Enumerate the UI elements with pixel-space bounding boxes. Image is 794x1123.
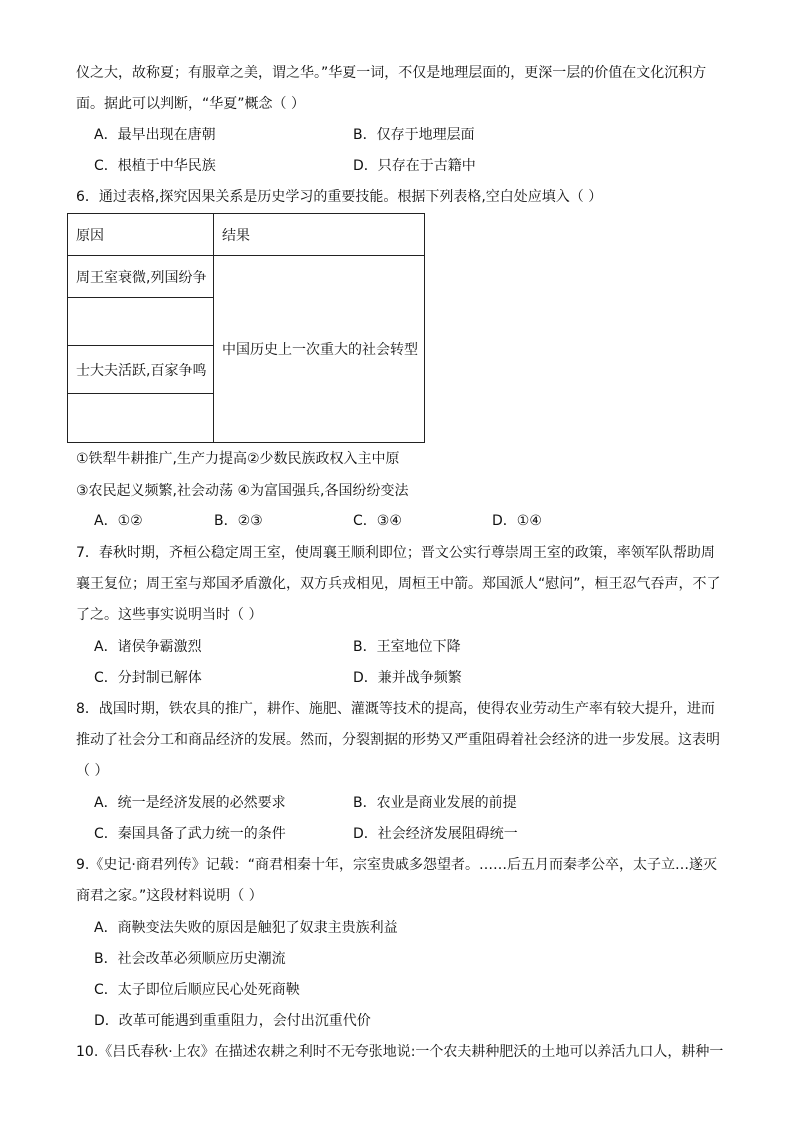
q5-option-d: D．只存在于古籍中 xyxy=(353,158,476,174)
table-cause-cell-2-blank xyxy=(68,298,214,346)
q8-option-a: A．统一是经济发展的必然要求 xyxy=(94,795,286,811)
q8-stem-line-1: 8．战国时期，铁农具的推广，耕作、施肥、灌溉等技术的提高，使得农业劳动生产率有较大提升，进而 xyxy=(76,701,715,717)
q9-option-d: D．改革可能遇到重重阻力，会付出沉重代价 xyxy=(94,1013,371,1029)
q7-option-d: D．兼并战争频繁 xyxy=(353,670,462,686)
q8-stem-line-2: 推动了社会分工和商品经济的发展。然而，分裂割据的形势又严重阻碍着社会经济的进一步发展。这表明 xyxy=(76,732,720,748)
q9-stem-line-1: 9.《史记·商君列传》记载：“商君相秦十年，宗室贵戚多怨望者。……后五月而秦孝公卒，太子立…遂灭 xyxy=(76,857,718,873)
q5-option-c: C．根植于中华民族 xyxy=(94,158,216,174)
q6-stem: 6．通过表格,探究因果关系是历史学习的重要技能。根据下列表格,空白处应填入（ ） xyxy=(76,189,603,205)
table-cause-cell-4-blank xyxy=(68,394,214,443)
q6-option-c: C．③④ xyxy=(353,513,402,529)
q6-choice-line-1: ①铁犁牛耕推广,生产力提高②少数民族政权入主中原 xyxy=(76,451,400,467)
table-header-cause: 原因 xyxy=(68,214,214,256)
q6-option-a: A．①② xyxy=(94,513,143,529)
q7-stem-line-1: 7．春秋时期，齐桓公稳定周王室，使周襄王顺利即位；晋文公实行尊崇周王室的政策，率领军队帮助周 xyxy=(76,545,715,561)
q8-option-b: B．农业是商业发展的前提 xyxy=(353,795,517,811)
q9-stem-line-2: 商君之家。”这段材料说明（ ） xyxy=(76,888,263,904)
table-header-result: 结果 xyxy=(214,214,425,256)
q9-option-a: A．商鞅变法失败的原因是触犯了奴隶主贵族利益 xyxy=(94,920,398,936)
q7-stem-line-3: 了之。这些事实说明当时（ ） xyxy=(76,607,263,623)
q8-option-d: D．社会经济发展阻碍统一 xyxy=(353,826,518,842)
table-cause-cell-3: 士大夫活跃,百家争鸣 xyxy=(68,346,214,394)
q5-stem-line-1: 仪之大，故称夏；有服章之美，谓之华。”华夏一词，不仅是地理层面的，更深一层的价值在文化沉积方 xyxy=(76,65,707,81)
cause-result-table xyxy=(67,213,425,443)
q7-option-c: C．分封制已解体 xyxy=(94,670,202,686)
q6-option-d: D．①④ xyxy=(492,513,542,529)
q9-option-c: C．太子即位后顺应民心处死商鞅 xyxy=(94,982,300,998)
q7-stem-line-2: 襄王复位；周王室与郑国矛盾激化，双方兵戎相见，周桓王中箭。郑国派人“慰问”，桓王忍气吞声，不了 xyxy=(76,576,721,592)
q8-option-c: C．秦国具备了武力统一的条件 xyxy=(94,826,286,842)
q5-option-a: A．最早出现在唐朝 xyxy=(94,127,216,143)
q8-stem-line-3: （ ） xyxy=(76,763,109,779)
q7-option-b: B．王室地位下降 xyxy=(353,639,461,655)
q6-option-b: B．②③ xyxy=(214,513,263,529)
q10-stem-line-1: 10.《吕氏春秋·上农》在描述农耕之利时不无夸张地说:一个农夫耕种肥沃的土地可以养活九口人，耕种一 xyxy=(76,1044,724,1060)
table-cause-cell-1: 周王室衰微,列国纷争 xyxy=(68,256,214,298)
q9-option-b: B．社会改革必须顺应历史潮流 xyxy=(94,951,286,967)
table-result-cell: 中国历史上一次重大的社会转型 xyxy=(214,256,425,443)
q5-option-b: B．仅存于地理层面 xyxy=(353,127,475,143)
q5-stem-line-2: 面。据此可以判断，“华夏”概念（ ） xyxy=(76,96,305,112)
q7-option-a: A．诸侯争霸激烈 xyxy=(94,639,202,655)
q6-choice-line-2: ③农民起义频繁,社会动荡 ④为富国强兵,各国纷纷变法 xyxy=(76,483,409,499)
